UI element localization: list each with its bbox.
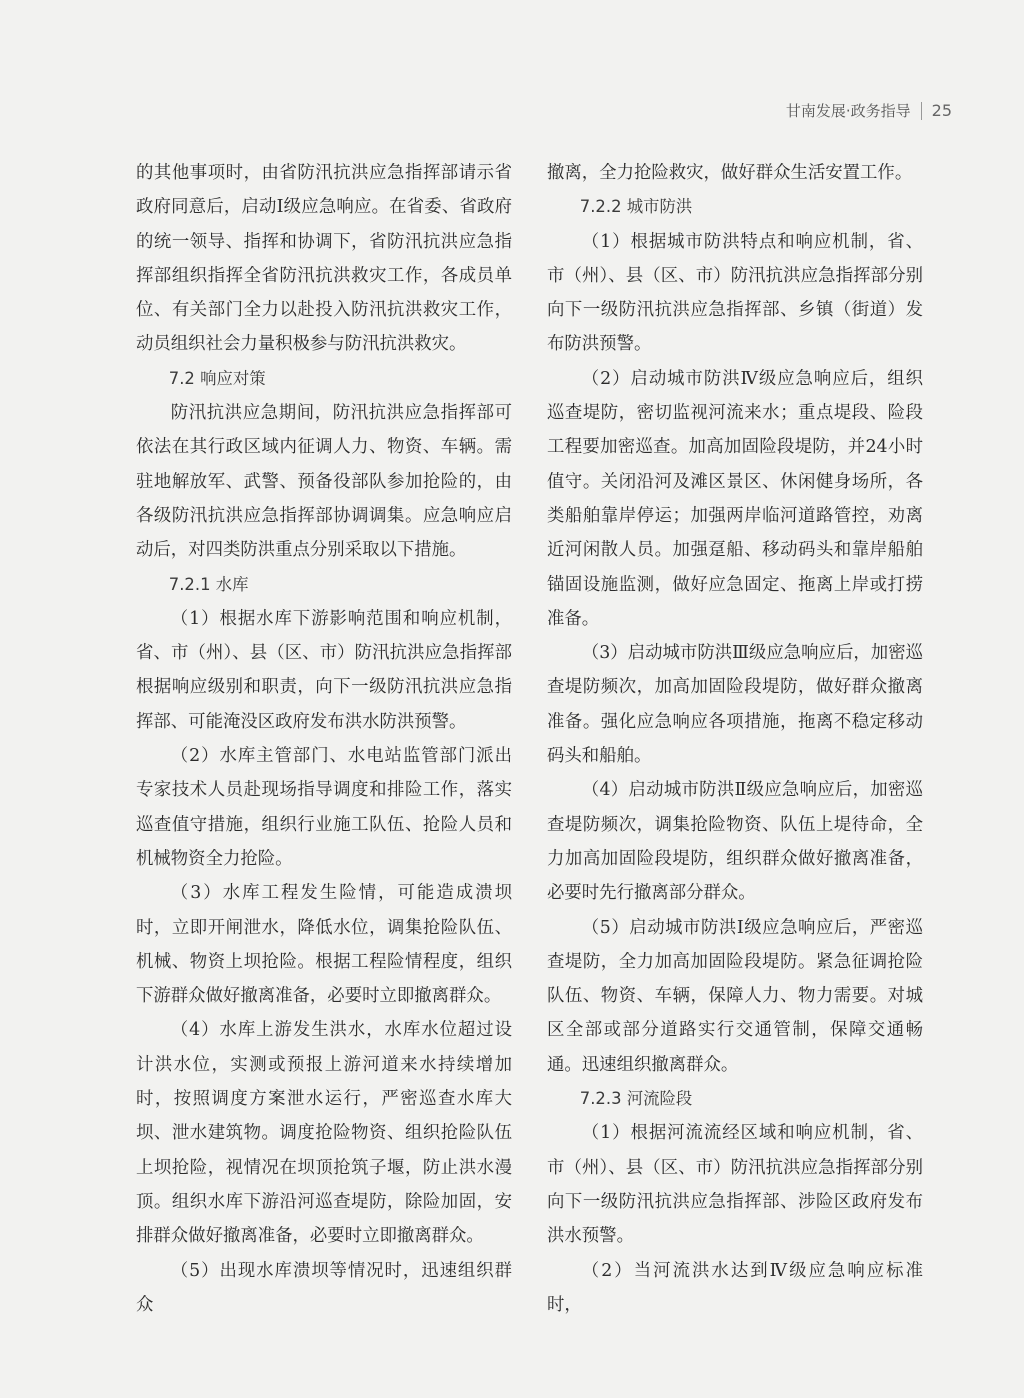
paragraph: （2）启动城市防洪Ⅳ级应急响应后，组织巡查堤防，密切监视河流来水；重点堤段、险段工程要加密巡查。加高加固险段堤防，并24小时值守。关闭沿河及滩区景区、休闲健身场所，各类船舶靠岸停运；加强两岸临河道路管控，劝离近河闲散人员。加强趸船、移动码头和靠岸船舶锚固设施监测，做好应急固定、拖离上岸或打捞准备。: [547, 368, 923, 629]
left-text-column: [136, 156, 512, 1322]
paragraph: （2）水库主管部门、水电站监管部门派出专家技术人员赴现场指导调度和排险工作，落实巡查值守措施，组织行业施工队伍、抢险人员和机械物资全力抢险。: [136, 746, 512, 869]
paragraph: 撤离，全力抢险救灾，做好群众生活安置工作。: [547, 163, 913, 183]
running-header: [786, 100, 952, 121]
page-number: 25: [931, 101, 952, 120]
right-text-column: [547, 156, 923, 1322]
paragraph: （5）启动城市防洪Ⅰ级应急响应后，严密巡查堤防，全力加高加固险段堤防。紧急征调抢险队伍、物资、车辆，保障人力、物力需要。对城区全部或部分道路实行交通管制，保障交通畅通。迅速组织撤离群众。: [547, 917, 923, 1075]
subsection-heading: 7.2.1 水库: [168, 574, 249, 594]
section-heading: 7.2 响应对策: [168, 368, 266, 388]
paragraph: （4）启动城市防洪Ⅱ级应急响应后，加密巡查堤防频次，调集抢险物资、队伍上堤待命，全力加高加固险段堤防，组织群众做好撤离准备，必要时先行撤离部分群众。: [547, 780, 923, 904]
paragraph: （3）启动城市防洪Ⅲ级应急响应后，加密巡查堤防频次，加高加固险段堤防，做好群众撤离准备。强化应急响应各项措施，拖离不稳定移动码头和船舶。: [547, 643, 923, 767]
paragraph: （1）根据河流流经区域和响应机制，省、市（州）、县（区、市）防汛抗洪应急指挥部分别向下一级防汛抗洪应急指挥部、涉险区政府发布洪水预警。: [547, 1123, 923, 1247]
paragraph: （4）水库上游发生洪水，水库水位超过设计洪水位，实测或预报上游河道来水持续增加时，按照调度方案泄水运行，严密巡查水库大坝、泄水建筑物。调度抢险物资、组织抢险队伍上坝抢险，视情况在坝顶抢筑子堰，防止洪水漫顶。组织水库下游沿河巡查堤防，除险加固，安排群众做好撤离准备，必要时立即撤离群众。: [136, 1020, 512, 1247]
subsection-heading: 7.2.3 河流险段: [579, 1089, 693, 1109]
paragraph: （3）水库工程发生险情，可能造成溃坝时，立即开闸泄水，降低水位，调集抢险队伍、机械、物资上坝抢险。根据工程险情程度，组织下游群众做好撤离准备，必要时立即撤离群众。: [136, 883, 512, 1007]
paragraph: 防汛抗洪应急期间，防汛抗洪应急指挥部可依法在其行政区域内征调人力、物资、车辆。需驻地解放军、武警、预备役部队参加抢险的，由各级防汛抗洪应急指挥部协调调集。应急响应启动后，对四类防洪重点分别采取以下措施。: [136, 403, 512, 561]
header-divider: [921, 102, 922, 120]
paragraph: （1）根据水库下游影响范围和响应机制，省、市（州）、县（区、市）防汛抗洪应急指挥部根据响应级别和职责，向下一级防汛抗洪应急指挥部、可能淹没区政府发布洪水防洪预警。: [136, 608, 512, 732]
subsection-heading: 7.2.2 城市防洪: [579, 197, 693, 217]
paragraph: （1）根据城市防洪特点和响应机制，省、市（州）、县（区、市）防汛抗洪应急指挥部分别向下一级防汛抗洪应急指挥部、乡镇（街道）发布防洪预警。: [547, 231, 923, 355]
paragraph: （5）出现水库溃坝等情况时，迅速组织群众: [136, 1260, 512, 1315]
paragraph: （2）当河流洪水达到Ⅳ级应急响应标准时，: [547, 1260, 923, 1315]
paragraph: 的其他事项时，由省防汛抗洪应急指挥部请示省政府同意后，启动Ⅰ级应急响应。在省委、省政府的统一领导、指挥和协调下，省防汛抗洪应急指挥部组织指挥全省防汛抗洪救灾工作，各成员单位、有关部门全力以赴投入防汛抗洪救灾工作，动员组织社会力量积极参与防汛抗洪救灾。: [136, 163, 512, 355]
publication-title: 甘南发展·政务指导: [785, 102, 911, 120]
